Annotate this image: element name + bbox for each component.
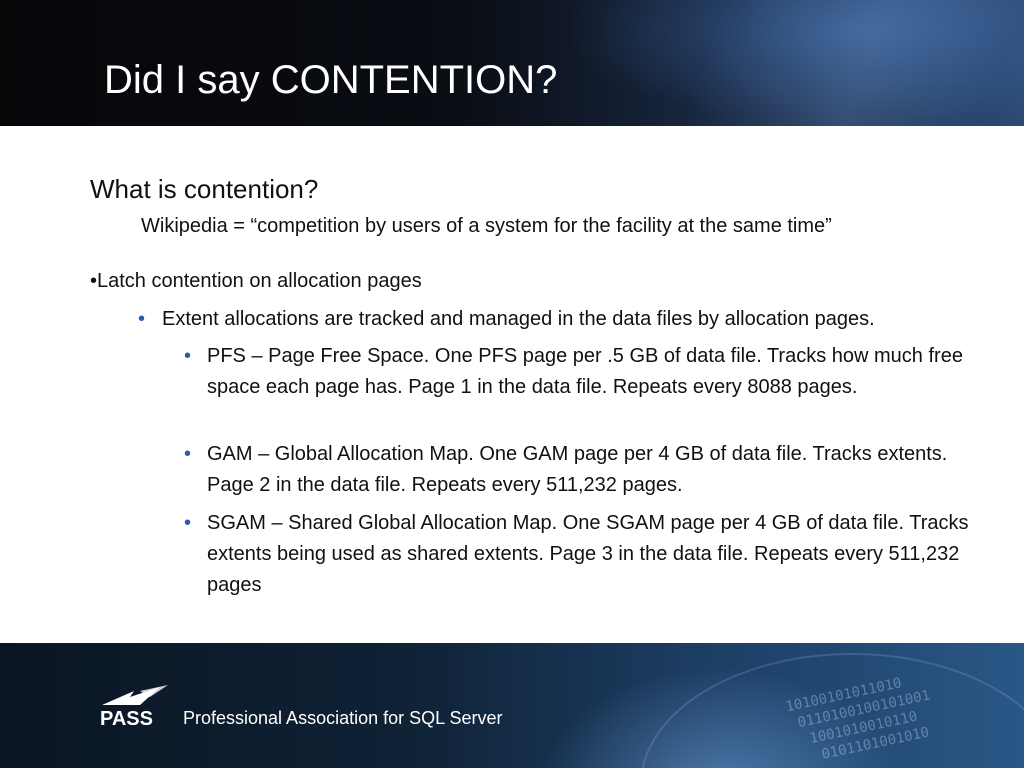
bullet-sgam	[184, 508, 1004, 601]
bullet-level1: •Latch contention on allocation pages	[90, 270, 422, 292]
bullet-level2-text: Extent allocations are tracked and managed in the data files by allocation pages.	[162, 308, 875, 330]
bullet-dot: •	[184, 443, 192, 465]
definition-text: Wikipedia = “competition by users of a system for the facility at the same time”	[141, 215, 832, 237]
question-heading: What is contention?	[90, 174, 319, 204]
bullet-dot: •	[138, 308, 146, 330]
title-banner	[0, 0, 1024, 126]
bullet-pfs-text: PFS – Page Free Space. One PFS page per .5 GB of data file. Tracks how much free space each page has. Page 1 in the data file. Repeats every 8088 pages.	[207, 345, 963, 398]
slide-title: Did I say CONTENTION?	[104, 58, 558, 102]
bullet-dot: •	[184, 345, 192, 367]
pass-logo-text: PASS	[100, 708, 153, 730]
bullet-gam	[184, 439, 1004, 501]
bullet-sgam-text: SGAM – Shared Global Allocation Map. One SGAM page per 4 GB of data file. Tracks extents being used as shared extents. Page 3 in the data file. Repeats every 511,232 pages	[207, 512, 969, 596]
bullet-dot: •	[184, 512, 192, 534]
footer-banner	[0, 643, 1024, 768]
binary-decoration: 10100101011010 0110100100101001 1001010010110 0101101001010	[784, 675, 932, 768]
bullet-level2	[138, 307, 875, 331]
organization-name: Professional Association for SQL Server	[183, 708, 503, 728]
slide-content	[0, 126, 1024, 643]
banner-light-streak	[560, 0, 1024, 126]
bullet-pfs	[184, 341, 1004, 434]
bullet-gam-text: GAM – Global Allocation Map. One GAM page per 4 GB of data file. Tracks extents. Page 2 in the data file. Repeats every 511,232 pages.	[207, 443, 948, 496]
